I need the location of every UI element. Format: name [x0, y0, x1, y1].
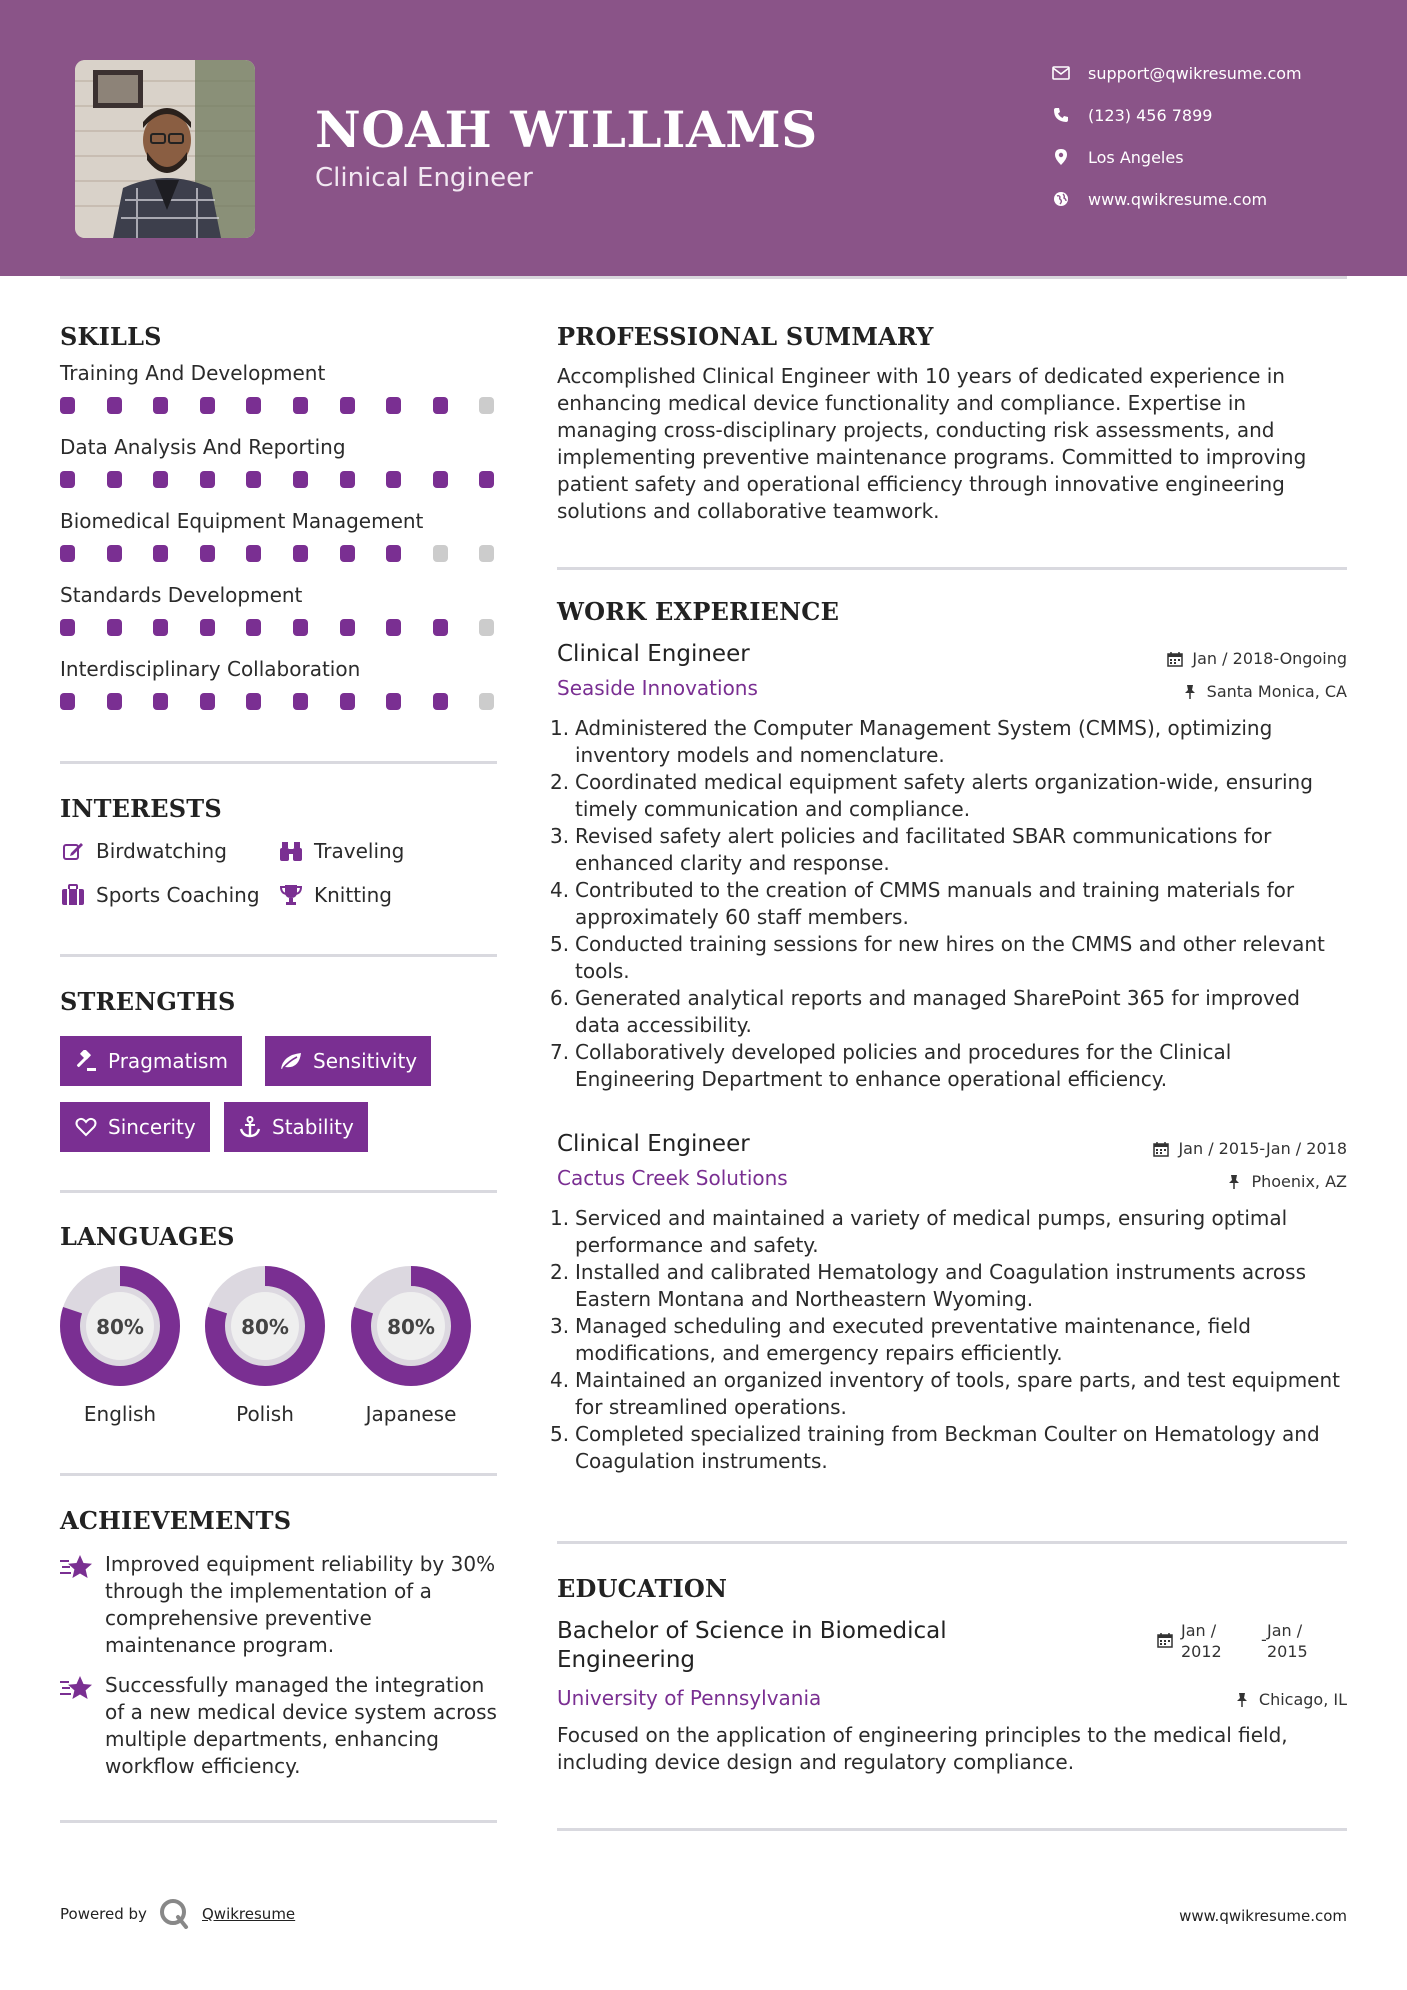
skill-dot-filled [386, 471, 401, 488]
skill-dot-filled [200, 693, 215, 710]
ring-label: 80% [241, 1315, 289, 1339]
job-entry [550, 1131, 1347, 1475]
skill-dot-filled [107, 693, 122, 710]
job-title: Clinical Engineer [557, 1131, 750, 1157]
language-name: English [83, 1402, 157, 1426]
degree-line: Bachelor of Science in Biomedical [557, 1618, 947, 1644]
skill-rating [60, 613, 497, 657]
summary-heading: PROFESSIONAL SUMMARY [557, 322, 934, 351]
strength-badge [60, 1036, 242, 1086]
job-entry [550, 641, 1347, 1093]
job-dates [1152, 1139, 1347, 1158]
job-bullets [550, 715, 1347, 1093]
skill-dot-empty [479, 693, 494, 710]
language-item [349, 1264, 473, 1426]
languages-section [60, 1222, 497, 1432]
skill-rating [60, 465, 497, 509]
skill-dot-filled [153, 619, 168, 636]
section-divider [557, 567, 1347, 570]
resume-header [0, 0, 1407, 276]
interests-section [60, 794, 497, 924]
calendar-icon [1166, 650, 1184, 668]
education-dates [1157, 1620, 1347, 1664]
skill-rating [60, 391, 497, 435]
language-progress-ring [58, 1264, 182, 1388]
ring-label: 80% [387, 1315, 435, 1339]
skill-dot-filled [60, 619, 75, 636]
job-location-text: Phoenix, AZ [1251, 1172, 1347, 1191]
interest-item [278, 882, 392, 908]
skill-dot-filled [153, 693, 168, 710]
brand-link[interactable]: Qwikresume [202, 1905, 296, 1923]
job-title: Clinical Engineer [557, 641, 750, 667]
education-heading: EDUCATION [557, 1574, 728, 1603]
page-footer [60, 1895, 1347, 1935]
skill-dot-filled [246, 693, 261, 710]
briefcase-icon [60, 882, 86, 908]
date-dash: - [1261, 1630, 1267, 1649]
interest-label: Traveling [314, 839, 405, 863]
skill-dot-filled [153, 545, 168, 562]
star-achievement-icon [60, 1674, 94, 1704]
job-bullet: 3. Revised safety alert policies and facilitated SBAR communications for enhanced clarity and response. [550, 824, 1272, 875]
gavel-icon [74, 1049, 98, 1073]
education-description: Focused on the application of engineering principles to the medical field, including device design and regulatory compliance. [557, 1723, 1288, 1774]
trophy-icon [278, 882, 304, 908]
skill-dot-filled [60, 545, 75, 562]
envelope-icon [1050, 62, 1072, 84]
job-location [1225, 1172, 1347, 1191]
skill-dot-filled [246, 545, 261, 562]
achievement-text: Improved equipment reliability by 30% through the implementation of a comprehensive preventive maintenance program. [105, 1552, 496, 1657]
profile-photo [75, 60, 255, 238]
language-name: Japanese [365, 1402, 457, 1426]
section-divider [557, 1541, 1347, 1544]
skill-dot-filled [60, 693, 75, 710]
job-bullet: 7. Collaboratively developed policies and procedures for the Clinical Engineering Department to enhance operational efficiency. [550, 1040, 1232, 1091]
bullet-number: 3. [550, 1314, 570, 1338]
job-location-text: Santa Monica, CA [1206, 682, 1347, 701]
skill-rating [60, 539, 497, 583]
star-achievement-icon [60, 1553, 94, 1583]
bullet-number: 6. [550, 986, 570, 1010]
skills-section [60, 322, 497, 731]
pencil-square-icon [60, 838, 86, 864]
contact-email[interactable] [1050, 52, 1302, 94]
skill-dot-filled [386, 693, 401, 710]
interest-label: Knitting [314, 883, 392, 907]
skill-dot-filled [433, 471, 448, 488]
work-experience-heading: WORK EXPERIENCE [557, 597, 840, 626]
skill-dot-filled [293, 545, 308, 562]
skill-dot-filled [433, 693, 448, 710]
job-location [1181, 682, 1347, 701]
strength-badge [224, 1102, 368, 1152]
skill-dot-filled [479, 471, 494, 488]
contact-website[interactable] [1050, 178, 1302, 220]
strength-badge [60, 1102, 210, 1152]
section-divider [60, 954, 497, 957]
job-dates-text: Jan / 2018-Ongoing [1192, 649, 1347, 668]
skill-dot-filled [293, 397, 308, 414]
job-bullet: 1. Administered the Computer Management System (CMMS), optimizing inventory models and nomenclature. [550, 716, 1273, 767]
achievement-item [60, 1672, 497, 1780]
heart-icon [74, 1115, 98, 1139]
skill-name: Standards Development [60, 583, 303, 607]
contact-location-text: Los Angeles [1088, 147, 1184, 167]
bullet-number: 2. [550, 1260, 570, 1284]
strength-label: Sincerity [108, 1115, 196, 1139]
job-bullet: 1. Serviced and maintained a variety of medical pumps, ensuring optimal performance and safety. [550, 1206, 1288, 1257]
achievement-text: Successfully managed the integration of a new medical device system across multiple departments, enhancing workflow efficiency. [105, 1673, 497, 1778]
education-section [557, 1574, 1347, 1794]
contact-location [1050, 136, 1302, 178]
skill-dot-filled [293, 471, 308, 488]
bullet-number: 2. [550, 770, 570, 794]
summary-section [557, 322, 1347, 525]
language-progress-ring [349, 1264, 473, 1388]
skill-dot-filled [386, 545, 401, 562]
job-dates-text: Jan / 2015-Jan / 2018 [1178, 1139, 1347, 1158]
bullet-number: 5. [550, 1422, 570, 1446]
skill-dot-filled [340, 397, 355, 414]
pushpin-icon [1233, 1691, 1251, 1709]
footer-url[interactable]: www.qwikresume.com [1179, 1907, 1347, 1925]
leaf-icon [279, 1049, 303, 1073]
strengths-heading: STRENGTHS [60, 987, 236, 1016]
section-divider [557, 1828, 1347, 1831]
skill-dot-filled [153, 471, 168, 488]
bullet-number: 1. [550, 716, 570, 740]
summary-text: Accomplished Clinical Engineer with 10 years of dedicated experience in enhancing medical device functionality and compliance. Expertise in managing cross-disciplinary projects, conducting risk assessments, and implementing preventive maintenance programs. Committed to improving patient safety and operational efficiency through innovative engineering solutions and collaborative teamwork. [557, 364, 1307, 523]
skill-name: Interdisciplinary Collaboration [60, 657, 361, 681]
skill-dot-filled [386, 397, 401, 414]
skill-dot-filled [340, 471, 355, 488]
skill-dot-filled [107, 397, 122, 414]
achievements-heading: ACHIEVEMENTS [60, 1506, 292, 1535]
skill-dot-empty [433, 545, 448, 562]
language-name: Polish [236, 1402, 294, 1426]
skill-dot-filled [200, 397, 215, 414]
skill-dot-filled [153, 397, 168, 414]
job-bullet: 4. Maintained an organized inventory of tools, spare parts, and test equipment for streamlined operations. [550, 1368, 1340, 1419]
map-pin-icon [1050, 146, 1072, 168]
skill-dot-filled [246, 397, 261, 414]
contact-email-text: support@qwikresume.com [1088, 63, 1302, 83]
skills-heading: SKILLS [60, 322, 162, 351]
skill-dot-filled [60, 471, 75, 488]
pushpin-icon [1181, 683, 1199, 701]
language-item [58, 1264, 182, 1426]
bullet-number: 3. [550, 824, 570, 848]
interests-heading: INTERESTS [60, 794, 222, 823]
bullet-number: 1. [550, 1206, 570, 1230]
candidate-title: Clinical Engineer [315, 163, 533, 193]
qwikresume-logo-icon [158, 1897, 190, 1929]
globe-icon [1050, 188, 1072, 210]
achievements-section [60, 1506, 497, 1806]
section-divider [60, 1473, 497, 1476]
job-bullet: 5. Completed specialized training from Beckman Coulter on Hematology and Coagulation instruments. [550, 1422, 1320, 1473]
skill-dot-filled [433, 619, 448, 636]
degree-line: Engineering [557, 1647, 695, 1673]
job-dates [1166, 649, 1347, 668]
achievement-item [60, 1551, 497, 1659]
education-end-date: Jan / 2015 [1267, 1621, 1308, 1661]
education-location-text: Chicago, IL [1258, 1690, 1347, 1709]
languages-heading: LANGUAGES [60, 1222, 235, 1251]
school-name: University of Pennsylvania [557, 1686, 822, 1710]
skill-dot-empty [479, 619, 494, 636]
job-bullet: 2. Coordinated medical equipment safety alerts organization-wide, ensuring timely communication and compliance. [550, 770, 1313, 821]
calendar-icon [1157, 1632, 1173, 1653]
skill-item [60, 509, 497, 583]
phone-icon [1050, 104, 1072, 126]
section-divider [60, 1190, 497, 1193]
header-divider [60, 276, 1347, 279]
interest-item [60, 882, 260, 908]
section-divider [60, 761, 497, 764]
skill-item [60, 361, 497, 435]
strength-badge [265, 1036, 431, 1086]
bullet-number: 7. [550, 1040, 570, 1064]
skill-dot-filled [200, 619, 215, 636]
skill-dot-filled [200, 471, 215, 488]
skill-dot-filled [293, 693, 308, 710]
pushpin-icon [1225, 1173, 1243, 1191]
skill-name: Data Analysis And Reporting [60, 435, 346, 459]
job-bullet: 6. Generated analytical reports and managed SharePoint 365 for improved data accessibility. [550, 986, 1300, 1037]
candidate-name: NOAH WILLIAMS [315, 100, 818, 159]
skill-item [60, 583, 497, 657]
skill-dot-filled [246, 471, 261, 488]
bullet-number: 4. [550, 878, 570, 902]
skill-dot-filled [386, 619, 401, 636]
skill-dot-filled [340, 545, 355, 562]
skill-dot-empty [479, 545, 494, 562]
skill-name: Biomedical Equipment Management [60, 509, 424, 533]
skill-item [60, 435, 497, 509]
skill-dot-filled [340, 619, 355, 636]
job-bullet: 2. Installed and calibrated Hematology and Coagulation instruments across Eastern Montana and Northeastern Wyoming. [550, 1260, 1307, 1311]
skill-dot-filled [107, 471, 122, 488]
contact-phone[interactable] [1050, 94, 1302, 136]
skill-dot-filled [340, 693, 355, 710]
skill-dot-filled [107, 619, 122, 636]
job-company: Cactus Creek Solutions [557, 1166, 788, 1190]
education-start-date: Jan / 2012 [1181, 1621, 1222, 1661]
contact-phone-text: (123) 456 7899 [1088, 105, 1213, 125]
powered-by-text: Powered by [60, 1905, 147, 1923]
skill-dot-filled [433, 397, 448, 414]
job-bullet: 5. Conducted training sessions for new hires on the CMMS and other relevant tools. [550, 932, 1325, 983]
skills-list [60, 361, 497, 731]
language-progress-ring [203, 1264, 327, 1388]
job-bullet: 3. Managed scheduling and executed preventative maintenance, field modifications, and emergency repairs efficiently. [550, 1314, 1251, 1365]
skill-dot-filled [107, 545, 122, 562]
bullet-number: 5. [550, 932, 570, 956]
strength-label: Stability [272, 1115, 354, 1139]
language-item [203, 1264, 327, 1426]
contact-list [1050, 52, 1302, 220]
strength-label: Sensitivity [313, 1049, 418, 1073]
interest-label: Birdwatching [96, 839, 227, 863]
skill-dot-filled [246, 619, 261, 636]
anchor-icon [238, 1115, 262, 1139]
section-divider [60, 1820, 497, 1823]
skill-dot-filled [60, 397, 75, 414]
contact-website-text: www.qwikresume.com [1088, 189, 1268, 209]
skill-dot-filled [200, 545, 215, 562]
work-experience-section [550, 597, 1347, 1497]
interest-label: Sports Coaching [96, 883, 260, 907]
job-company: Seaside Innovations [557, 676, 758, 700]
education-location [1233, 1690, 1347, 1709]
strengths-section [60, 987, 497, 1157]
interest-item [60, 838, 227, 864]
calendar-icon [1152, 1140, 1170, 1158]
skill-dot-empty [479, 397, 494, 414]
job-bullets [550, 1205, 1347, 1475]
degree-title [557, 1618, 1027, 1673]
skill-dot-filled [293, 619, 308, 636]
ring-label: 80% [96, 1315, 144, 1339]
skill-name: Training And Development [60, 361, 326, 385]
binoculars-icon [278, 838, 304, 864]
job-bullet: 4. Contributed to the creation of CMMS manuals and training materials for approximately 60 staff members. [550, 878, 1295, 929]
strength-label: Pragmatism [108, 1049, 228, 1073]
interest-item [278, 838, 404, 864]
bullet-number: 4. [550, 1368, 570, 1392]
skill-rating [60, 687, 497, 731]
skill-item [60, 657, 497, 731]
